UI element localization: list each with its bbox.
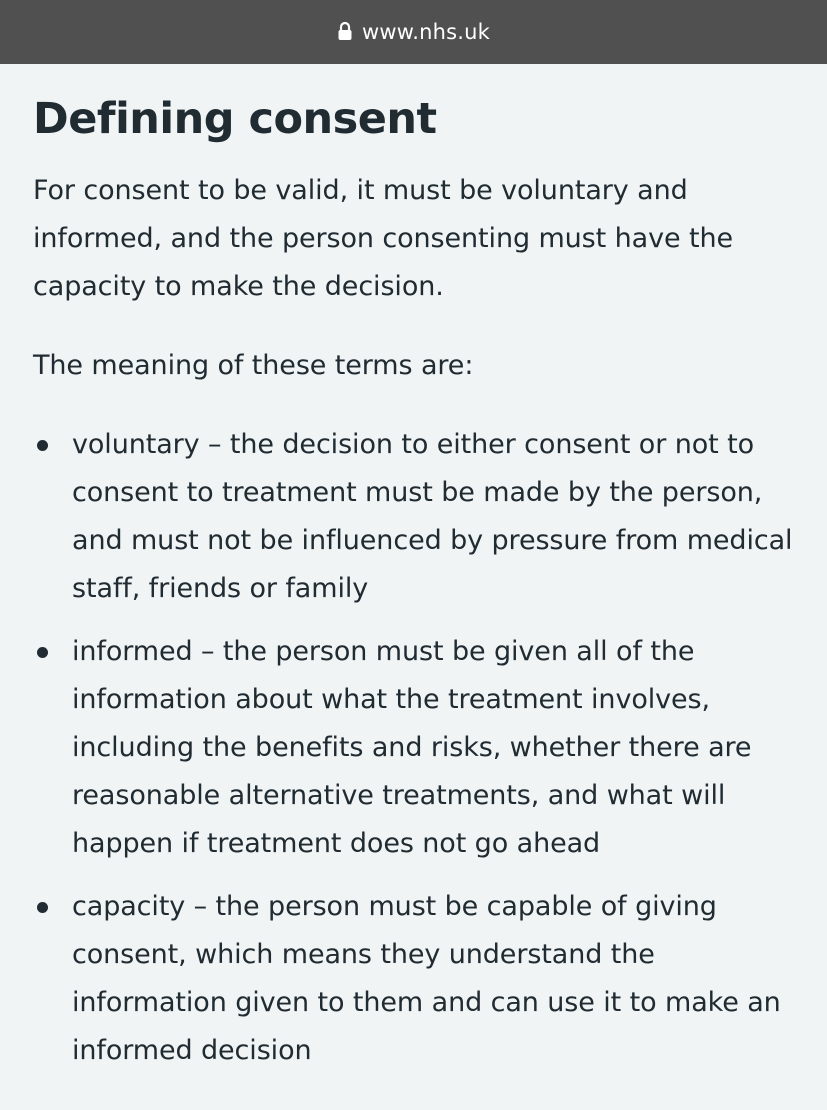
terms-list [33,421,794,1075]
list-item-text: capacity – the person must be capable of giving consent, which means they understand the information given to them and can use it to make an informed decision [72,891,781,1066]
main-content [0,64,827,1075]
browser-url-bar[interactable] [0,0,827,64]
list-item [33,883,794,1075]
list-item-text: voluntary – the decision to either consent or not to consent to treatment must be made by the person, and must not be influenced by pressure from medical staff, friends or family [72,429,793,604]
list-item [33,421,794,613]
meaning-heading: The meaning of these terms are: [33,350,474,381]
url-text: www.nhs.uk [362,20,490,44]
page-title: Defining consent [33,94,437,144]
bullet-icon [37,440,48,451]
list-item-text: informed – the person must be given all of the information about what the treatment involves, including the benefits and risks, whether there are reasonable alternative treatments, and what will happen if treatment does not go ahead [72,636,752,859]
bullet-icon [37,647,48,658]
bullet-icon [37,902,48,913]
list-item [33,628,794,868]
lock-icon [337,21,353,41]
intro-paragraph: For consent to be valid, it must be voluntary and informed, and the person consenting must have the capacity to make the decision. [33,175,733,302]
